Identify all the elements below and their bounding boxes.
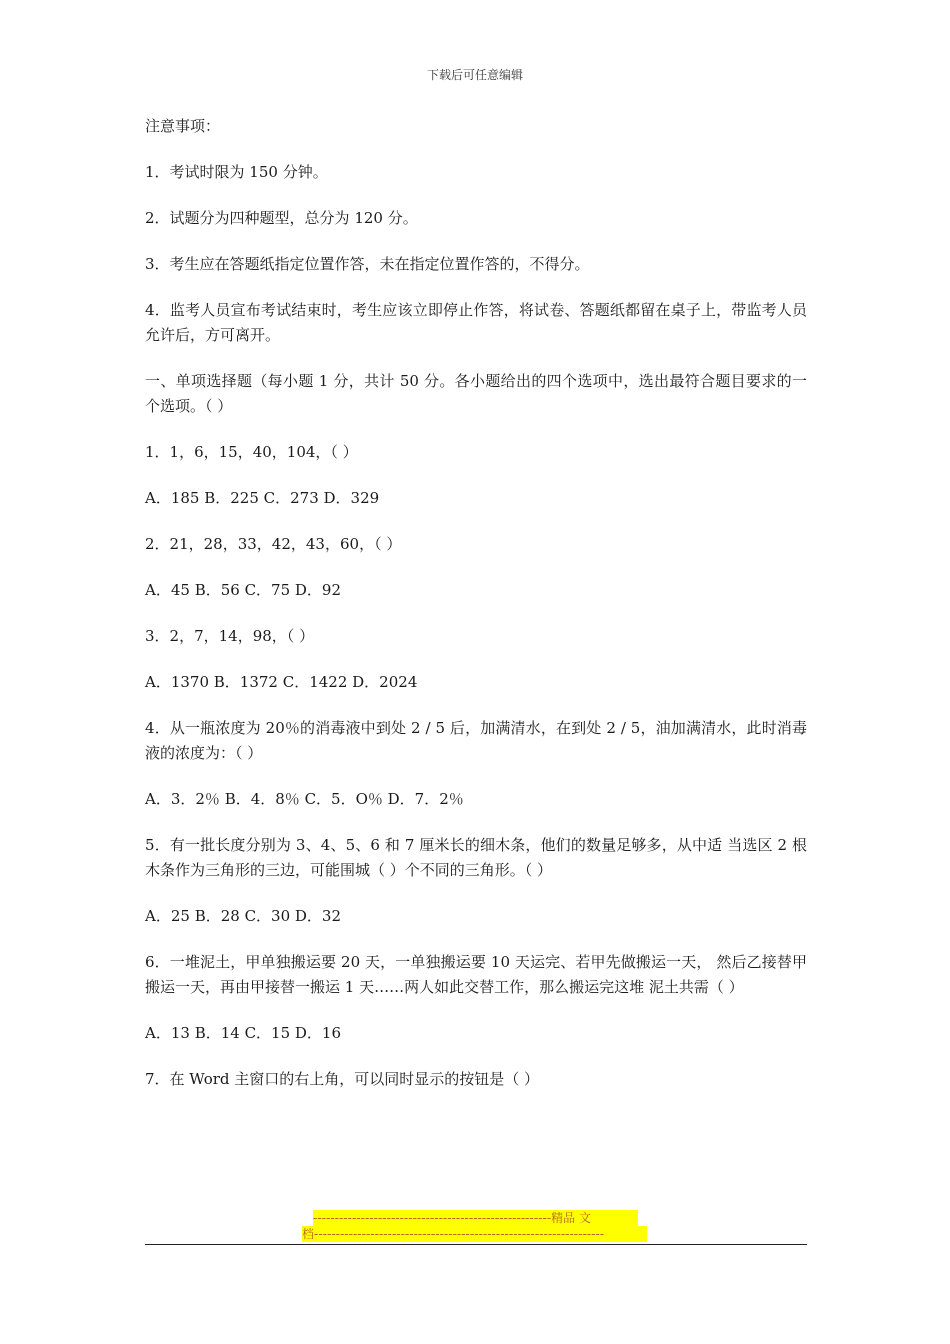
page-header: 下载后可任意编辑 [426,68,523,82]
question-2: 2．21，28，33，42，43，60，（ ） [145,535,402,553]
question-1: 1．1，6，15，40，104，（ ） [145,443,358,461]
footer-watermark-line-2: 档------------------------------------------------------------------- [302,1226,647,1242]
question-5-options: A．25 B．28 C．30 D．32 [145,907,342,925]
footer-divider [145,1244,807,1245]
question-3: 3．2，7，14，98，（ ） [145,627,315,645]
section-heading: 一、单项选择题（每小题 1 分，共计 50 分。各小题给出的四个选项中，选出最符合题目要求的一个选项。（ ） [145,372,807,415]
question-4: 4．从一瓶浓度为 20％的消毒液中到处 2 / 5 后，加满清水，在到处 2 / 5，油加满清水，此时消毒液的浓度为：（ ） [145,719,807,762]
notice-item-3: 3．考生应在答题纸指定位置作答，未在指定位置作答的，不得分。 [145,255,590,273]
question-5: 5．有一批长度分别为 3、4、5、6 和 7 厘米长的细木条，他们的数量足够多，从中适 当选区 2 根木条作为三角形的三边，可能围城（ ）个不同的三角形。（ ） [145,836,807,879]
question-2-options: A．45 B．56 C．75 D．92 [145,581,342,599]
footer-watermark-line-1: -------------------------------------------------------精品 文 [313,1210,638,1226]
question-1-options: A．185 B．225 C．273 D．329 [145,489,380,507]
notice-item-4: 4．监考人员宣布考试结束时，考生应该立即停止作答，将试卷、答题纸都留在桌子上，带监考人员允许后，方可离开。 [145,301,807,344]
question-6-options: A．13 B．14 C．15 D．16 [145,1024,342,1042]
document-body [145,114,807,1113]
question-6: 6．一堆泥土，甲单独搬运要 20 天，一单独搬运要 10 天运完、若甲先做搬运一天， 然后乙接替甲搬运一天，再由甲接替一搬运 1 天……两人如此交替工作，那么搬运完这堆 泥土共需（ ） [145,953,807,996]
notice-item-1: 1．考试时限为 150 分钟。 [145,163,328,181]
notice-title: 注意事项： [145,117,221,135]
question-4-options: A．3．2％ B．4．8％ C．5．O％ D．7．2％ [145,790,464,808]
notice-item-2: 2．试题分为四种题型，总分为 120 分。 [145,209,418,227]
question-3-options: A．1370 B．1372 C．1422 D．2024 [145,673,418,691]
question-7: 7．在 Word 主窗口的右上角，可以同时显示的按钮是（ ） [145,1070,540,1088]
